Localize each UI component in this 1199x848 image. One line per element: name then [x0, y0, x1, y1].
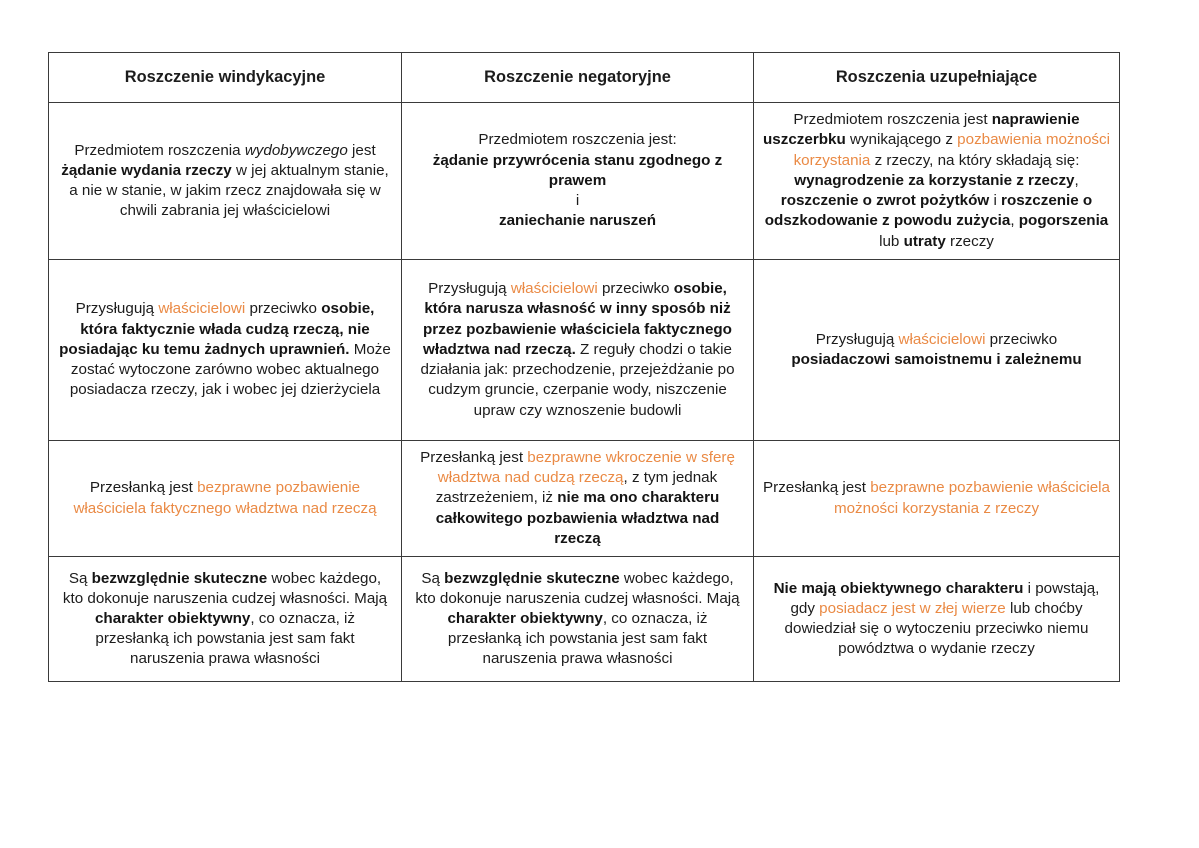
table-cell-przeslanka-windykacyjne — [49, 441, 402, 557]
table-cell-charakter-negatoryjne — [402, 557, 754, 682]
column-header-negatoryjne: Roszczenie negatoryjne — [402, 53, 754, 103]
claims-comparison-table — [48, 52, 1120, 682]
table-cell-charakter-uzupelniajace — [754, 557, 1120, 682]
cell-text: Przedmiotem roszczenia jest: żądanie przywrócenia stanu zgodnego z prawem i zaniechanie naruszeń — [432, 131, 723, 230]
table-cell-przedmiot-uzupelniajace — [754, 103, 1120, 260]
table-cell-charakter-windykacyjne — [49, 557, 402, 682]
table-cell-przedmiot-negatoryjne — [402, 103, 754, 260]
cell-text: Przedmiotem roszczenia jest naprawienie uszczerbku wynikającego z pozbawienia możności korzystania z rzeczy, na który składają się: wynagrodzenie za korzystanie z rzeczy, roszczenie o zwrot pożytków i roszczenie o odszkodowanie z powodu zużycia, pogorszenia lub utraty rzeczy — [763, 111, 1110, 250]
column-header-windykacyjne: Roszczenie windykacyjne — [49, 53, 402, 103]
table-body — [49, 103, 1120, 682]
cell-text: Nie mają obiektywnego charakteru i powstają, gdy posiadacz jest w złej wierze lub choćby dowiedział się o wytoczeniu przeciwko niemu powództwa o wydanie rzeczy — [773, 579, 1100, 658]
table-row — [49, 557, 1120, 682]
table-cell-przysluguja-negatoryjne — [402, 260, 754, 441]
cell-text: Przysługują właścicielowi przeciwko osobie, która faktycznie włada cudzą rzeczą, nie posiadając ku temu żadnych uprawnień. Może zostać wytoczone zarówno wobec aktualnego posiadacza rzeczy, jak i wobec jej dzierżyciela — [59, 300, 391, 399]
table-cell-przedmiot-windykacyjne — [49, 103, 402, 260]
table-header — [49, 53, 1120, 103]
header-row — [49, 53, 1120, 103]
cell-text: Przesłanką jest bezprawne pozbawienie właściciela możności korzystania z rzeczy — [763, 479, 1110, 517]
table-cell-przeslanka-negatoryjne — [402, 441, 754, 557]
cell-text: Przesłanką jest bezprawne pozbawienie właściciela faktycznego władztwa nad rzeczą — [73, 479, 377, 517]
cell-text: Przedmiotem roszczenia wydobywczego jest żądanie wydania rzeczy w jej aktualnym stanie, a nie w stanie, w jakim rzecz znajdowała się w chwili zabrania jej właścicielowi — [61, 141, 389, 220]
table-cell-przysluguja-windykacyjne — [49, 260, 402, 441]
table-cell-przeslanka-uzupelniajace — [754, 441, 1120, 557]
table-cell-przysluguja-uzupelniajace — [754, 260, 1120, 441]
cell-text: Są bezwzględnie skuteczne wobec każdego, kto dokonuje naruszenia cudzej własności. Mają charakter obiektywny, co oznacza, iż przesłanką ich powstania jest sam fakt naruszenia prawa własności — [62, 569, 388, 668]
cell-text: Są bezwzględnie skuteczne wobec każdego, kto dokonuje naruszenia cudzej własności. Mają charakter obiektywny, co oznacza, iż przesłanką ich powstania jest sam fakt naruszenia prawa własności — [415, 569, 740, 668]
cell-text: Przysługują właścicielowi przeciwko osobie, która narusza własność w inny sposób niż przez pozbawienie właściciela faktycznego władztwa nad rzeczą. Z reguły chodzi o takie działania jak: przechodzenie, przejeżdżanie po cudzym gruncie, czerpanie wody, niszczenie upraw czy wznoszenie budowli — [420, 280, 735, 419]
cell-text: Przesłanką jest bezprawne wkroczenie w sferę władztwa nad cudzą rzeczą, z tym jednak zastrzeżeniem, iż nie ma ono charakteru całkowitego pozbawienia władztwa nad rzeczą — [420, 449, 735, 547]
column-header-uzupelniajace: Roszczenia uzupełniające — [754, 53, 1120, 103]
table-row — [49, 103, 1120, 260]
cell-text: Przysługują właścicielowi przeciwko posiadaczowi samoistnemu i zależnemu — [791, 330, 1082, 368]
table-row — [49, 441, 1120, 557]
table-row — [49, 260, 1120, 441]
